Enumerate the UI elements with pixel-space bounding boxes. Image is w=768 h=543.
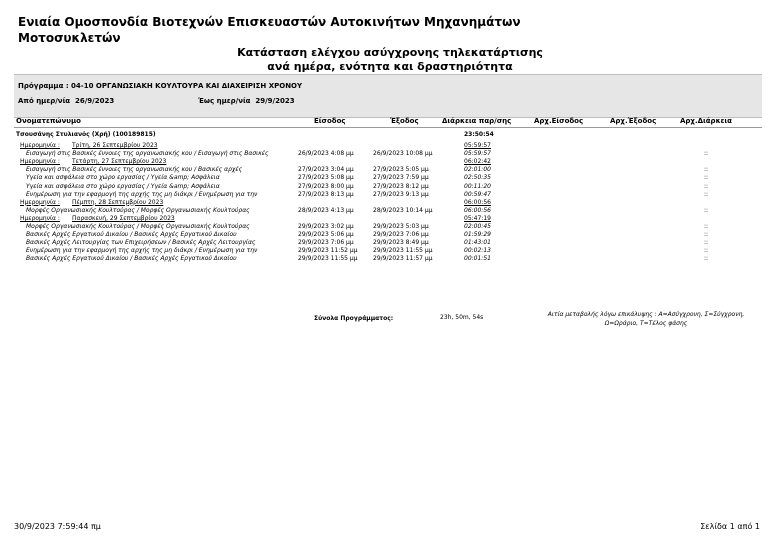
date-from xyxy=(18,97,114,105)
activity-in-time: 29/9/2023 11:55 μμ xyxy=(298,255,358,263)
activity-duration: 00:02:13 xyxy=(464,247,491,255)
activity-duration: 00:59:47 xyxy=(464,190,491,198)
activity-in-time: 27/9/2023 8:00 μμ xyxy=(298,182,354,190)
date-to-value: 29/9/2023 xyxy=(255,97,295,105)
activity-name: Βασικές Αρχές Εργατικού Δικαίου / Βασικές Αρχές Εργατικού Δικαίου xyxy=(26,231,237,239)
day-group-duration: 06:00:56 xyxy=(464,198,491,206)
activity-out-time: 27/9/2023 8:12 μμ xyxy=(373,182,429,190)
activity-name: Εισαγωγή στις Βασικές έννοιες της οργανωσιακής κου / Βασικές αρχές xyxy=(26,166,243,174)
activity-out-time: 29/9/2023 5:03 μμ xyxy=(373,223,429,230)
activity-out-time: 29/9/2023 11:57 μμ xyxy=(373,255,433,263)
day-group-date: Παρασκευή, 29 Σεπτεμβρίου 2023 xyxy=(72,214,175,222)
activity-out-time: 29/9/2023 8:49 μμ xyxy=(373,239,429,247)
organization-name-line1: Ενιαία Ομοσπονδία Βιοτεχνών Επισκευαστών Αυτοκινήτων Μηχανημάτων xyxy=(18,15,521,29)
day-group-prefix: Ημερομηνία : xyxy=(20,142,60,149)
activity-out-time: 29/9/2023 11:55 μμ xyxy=(373,247,433,255)
print-datetime: 30/9/2023 7:59:44 πμ xyxy=(14,522,101,531)
day-group-duration: 06:02:42 xyxy=(464,158,491,166)
activity-out-time: 26/9/2023 10:08 μμ xyxy=(373,150,433,158)
activity-orig-duration: :: xyxy=(704,231,709,239)
column-header-orig-in: Αρχ.Είσοδος xyxy=(534,117,584,125)
activity-in-time: 27/9/2023 8:13 μμ xyxy=(298,190,354,198)
activity-duration: 02:01:00 xyxy=(464,166,491,174)
activity-duration: 02:00:45 xyxy=(464,223,491,230)
activity-in-time: 28/9/2023 4:13 μμ xyxy=(298,206,354,214)
overlap-legend-line1: Αιτία μεταβολής λόγω επικάλυψης : Α=Ασύγχρονη, Σ=Σύγχρονη, xyxy=(547,311,745,318)
column-header-out: Έξοδος xyxy=(390,117,419,125)
column-header-orig-out: Αρχ.Έξοδος xyxy=(610,117,657,125)
day-group-prefix: Ημερομηνία : xyxy=(20,158,60,166)
date-to-label: Έως ημερ/νία xyxy=(198,97,251,105)
report-title-line2: ανά ημέρα, ενότητα και δραστηριότητα xyxy=(267,60,513,73)
activity-out-time: 27/9/2023 7:59 μμ xyxy=(373,174,429,182)
activity-out-time: 27/9/2023 9:13 μμ xyxy=(373,190,429,198)
activity-duration: 05:59:57 xyxy=(464,150,491,158)
activity-in-time: 27/9/2023 5:08 μμ xyxy=(298,174,354,182)
activity-orig-duration: :: xyxy=(704,190,709,198)
activity-in-time: 26/9/2023 4:08 μμ xyxy=(298,150,354,158)
page-number: Σελίδα 1 από 1 xyxy=(700,522,760,531)
column-header-duration: Διάρκεια παρ/σης xyxy=(442,117,512,125)
activity-orig-duration: :: xyxy=(704,247,709,255)
day-group-date: Τετάρτη, 27 Σεπτεμβρίου 2023 xyxy=(72,158,167,166)
column-header-orig-duration: Αρχ.Διάρκεια xyxy=(680,117,732,125)
activity-out-time: 27/9/2023 5:05 μμ xyxy=(373,166,429,174)
activity-name: Βασικές Αρχές Εργατικού Δικαίου / Βασικές Αρχές Εργατικού Δικαίου xyxy=(26,255,237,263)
column-header-in: Είσοδος xyxy=(314,117,346,125)
activity-name: Υγεία και ασφάλεια στο χώρο εργασίας / Υγεία &amp; Ασφάλεια xyxy=(26,182,220,190)
day-group-prefix: Ημερομηνία : xyxy=(20,198,60,206)
day-group-duration: 05:59:57 xyxy=(464,142,491,149)
activity-name: Ενημέρωση για την εφαρμογή της αρχής της μη διάκρι / Ενημέρωση για την xyxy=(26,190,258,198)
activity-out-time: 28/9/2023 10:14 μμ xyxy=(373,206,433,214)
activity-in-time: 27/9/2023 3:04 μμ xyxy=(298,166,354,174)
activity-name: Ενημέρωση για την εφαρμογή της αρχής της μη διάκρι / Ενημέρωση για την xyxy=(26,247,258,255)
date-from-value: 26/9/2023 xyxy=(74,97,115,105)
activity-duration: 00:01:51 xyxy=(464,255,491,263)
column-header-name: Ονοματεπώνυμο xyxy=(16,117,81,125)
report-title-line1: Κατάσταση ελέγχου ασύγχρονης τηλεκατάρτισης xyxy=(237,46,543,59)
program-name: Πρόγραμμα : 04-10 ΟΡΓΑΝΩΣΙΑΚΗ ΚΟΥΛΤΟΥΡΑ ΚΑΙ ΔΙΑΧΕΙΡΙΣΗ ΧΡΟΝΟΥ xyxy=(18,82,303,90)
activity-orig-duration: :: xyxy=(704,223,709,230)
activity-orig-duration: :: xyxy=(704,174,709,182)
activity-orig-duration: :: xyxy=(704,166,709,174)
activity-orig-duration: :: xyxy=(704,182,709,190)
student-total-duration: 23:50:54 xyxy=(464,131,494,138)
day-group-duration: 05:47:19 xyxy=(464,214,491,222)
program-info-band xyxy=(14,74,762,118)
activity-name: Μορφές Οργανωσιακής Κουλτούρας / Μορφές Οργανωσιακής Κουλτούρας xyxy=(26,223,250,230)
program-totals-label: Σύνολα Προγράμματος: xyxy=(314,315,394,322)
activity-name: Μορφές Οργανωσιακής Κουλτούρας / Μορφές Οργανωσιακής Κουλτούρας xyxy=(26,206,250,214)
column-header-row xyxy=(14,116,762,128)
activity-in-time: 29/9/2023 7:06 μμ xyxy=(298,239,354,247)
organization-name-line2: Μοτοσυκλετών xyxy=(18,31,121,45)
activity-orig-duration: :: xyxy=(704,255,709,263)
activity-in-time: 29/9/2023 11:52 μμ xyxy=(298,247,358,255)
day-group-date: Πέμπτη, 28 Σεπτεμβρίου 2023 xyxy=(72,198,164,206)
activity-name: Βασικές Αρχές Λειτουργίας των Επιχειρήσεων / Βασικές Αρχές Λειτουργίας xyxy=(26,239,256,247)
activity-duration: 06:00:56 xyxy=(464,206,491,214)
activity-orig-duration: :: xyxy=(704,206,709,214)
activity-duration: 01:43:01 xyxy=(464,239,491,247)
activity-out-time: 29/9/2023 7:06 μμ xyxy=(373,231,429,239)
activity-in-time: 29/9/2023 5:06 μμ xyxy=(298,231,354,239)
activity-name: Εισαγωγή στις Βασικές έννοιες της οργανωσιακής κου / Εισαγωγή στις Βασικές xyxy=(26,150,269,158)
day-group-date: Τρίτη, 26 Σεπτεμβρίου 2023 xyxy=(72,142,158,149)
activity-duration: 01:59:29 xyxy=(464,231,491,239)
organization-name xyxy=(18,14,738,46)
program-totals-value: 23h, 50m, 54s xyxy=(440,314,484,321)
activity-name: Υγεία και ασφάλεια στο χώρο εργασίας / Υγεία &amp; Ασφάλεια xyxy=(26,174,220,182)
activity-orig-duration: :: xyxy=(704,150,709,158)
activity-duration: 02:50:35 xyxy=(464,174,491,182)
activity-orig-duration: :: xyxy=(704,239,709,247)
date-to xyxy=(198,97,295,105)
activity-duration: 00:11:20 xyxy=(464,182,491,190)
activity-in-time: 29/9/2023 3:02 μμ xyxy=(298,223,354,230)
day-group-prefix: Ημερομηνία : xyxy=(20,214,60,222)
overlap-legend-line2: Ω=Ωράριο, Τ=Τέλος φάσης xyxy=(604,320,688,327)
date-from-label: Από ημερ/νία xyxy=(18,97,71,105)
student-name: Τσουσάνης Στυλιανός (Χρή) (100189815) xyxy=(16,131,156,138)
